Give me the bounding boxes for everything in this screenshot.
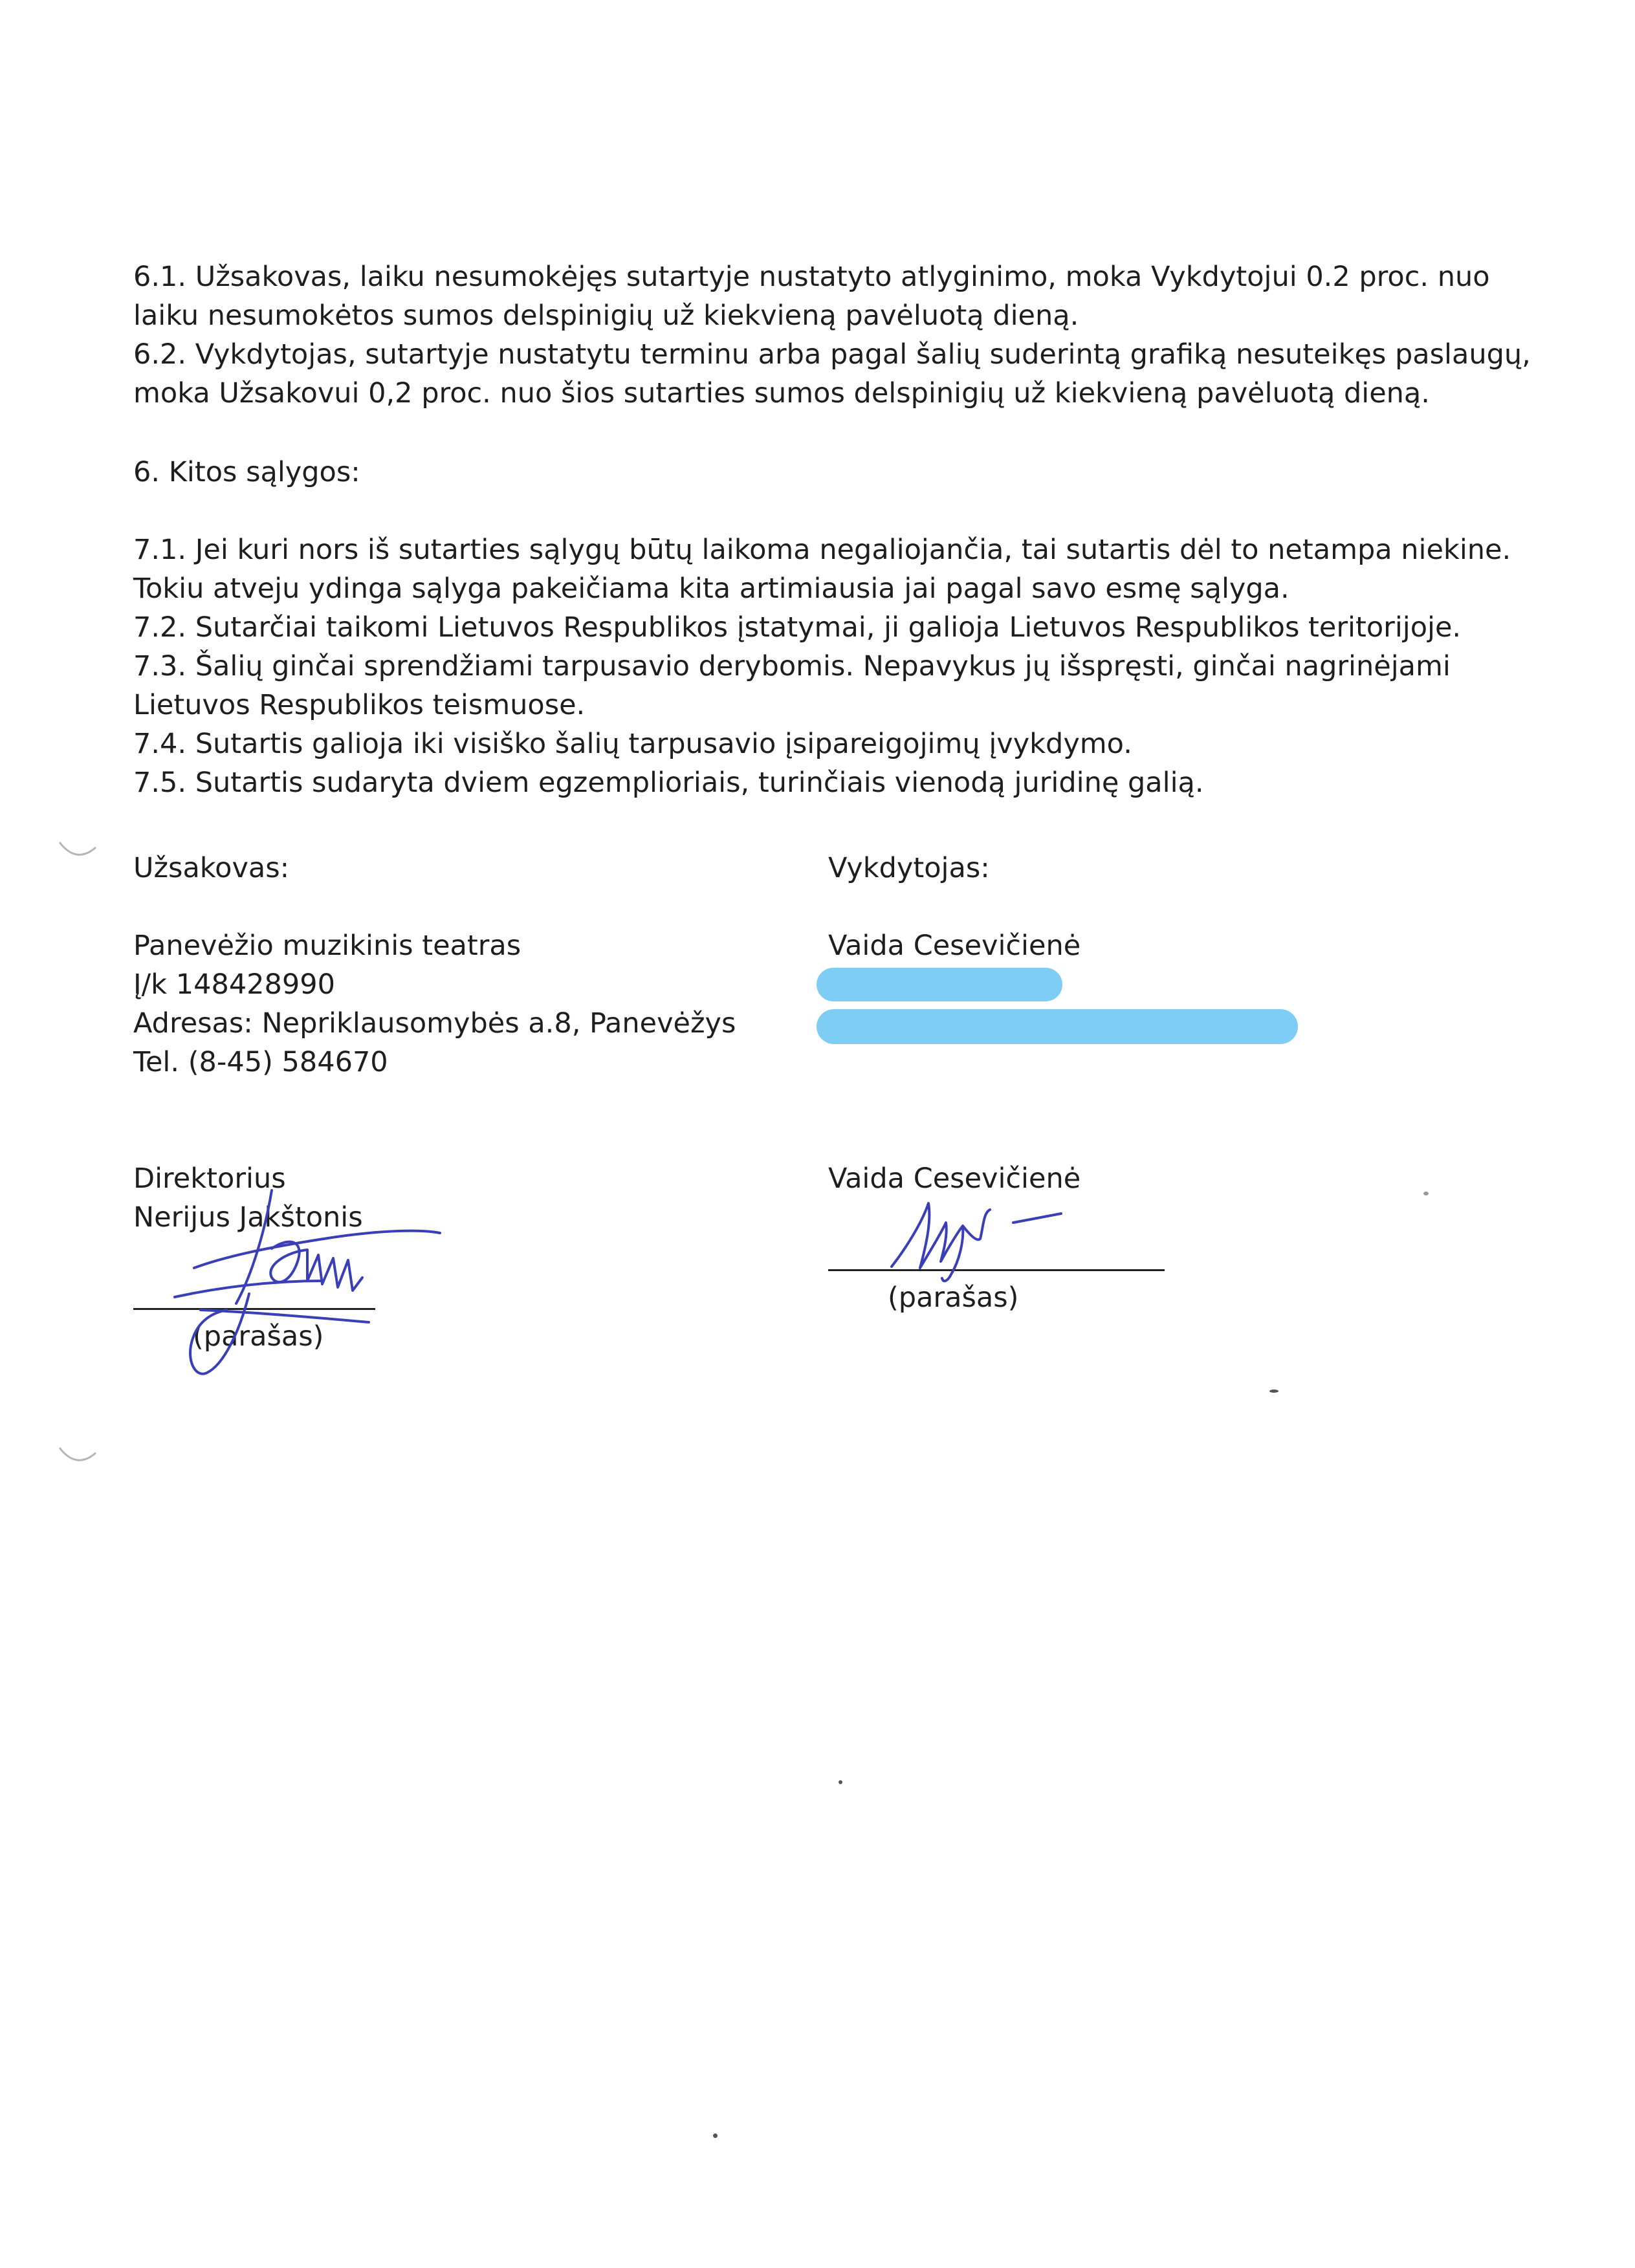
clause-7-5: 7.5. Sutartis sudaryta dviem egzemplioriais, turinčiais vienodą juridinę galią. (133, 767, 1204, 799)
clause-6-2-line-1: 6.2. Vykdytojas, sutartyje nustatytu terminu arba pagal šalių suderintą grafiką nesuteikęs paslaugų, (133, 338, 1531, 371)
contractor-signature-icon (886, 1197, 1081, 1287)
customer-phone: Tel. (8-45) 584670 (133, 1046, 388, 1078)
clause-7-2: 7.2. Sutarčiai taikomi Lietuvos Respublikos įstatymai, ji galioja Lietuvos Respublikos teritorijoje. (133, 611, 1462, 644)
customer-sign-label: (parašas) (193, 1320, 324, 1353)
clause-7-1-line-2: Tokiu atveju ydinga sąlyga pakeičiama kita artimiausia jai pagal savo esmę sąlyga. (133, 572, 1289, 605)
clause-6-2-line-2: moka Užsakovui 0,2 proc. nuo šios sutarties sumos delspinigių už kiekvieną pavėluotą dieną. (133, 377, 1430, 409)
clause-7-1-line-1: 7.1. Jei kuri nors iš sutarties sąlygų būtų laikoma negaliojančia, tai sutartis dėl to netampa niekine. (133, 534, 1511, 566)
customer-address: Adresas: Nepriklausomybės a.8, Panevėžys (133, 1007, 736, 1040)
customer-sign-title: Direktorius (133, 1162, 286, 1195)
clause-7-3-line-2: Lietuvos Respublikos teismuose. (133, 689, 586, 721)
contractor-sign-label: (parašas) (888, 1281, 1019, 1314)
clause-6-1-line-1: 6.1. Užsakovas, laiku nesumokėjęs sutartyje nustatyto atlyginimo, moka Vykdytojui 0.2 proc. nuo (133, 261, 1490, 293)
contractor-sign-name: Vaida Cesevičienė (828, 1162, 1081, 1195)
punch-hole-mark (57, 838, 98, 864)
contractor-heading: Vykdytojas: (828, 852, 990, 884)
customer-signature-icon (175, 1190, 446, 1378)
contractor-name: Vaida Cesevičienė (828, 930, 1081, 962)
clause-7-3-line-1: 7.3. Šalių ginčai sprendžiami tarpusavio derybomis. Nepavykus jų išspręsti, ginčai nagrinėjami (133, 650, 1451, 682)
customer-sign-name: Nerijus Jakštonis (133, 1201, 363, 1234)
scan-speck (839, 1780, 842, 1784)
customer-heading: Užsakovas: (133, 852, 290, 884)
scan-speck (713, 2133, 718, 2138)
redaction-bar (817, 968, 1062, 1001)
clause-6-1-line-2: laiku nesumokėtos sumos delspinigių už kiekvieną pavėluotą dieną. (133, 300, 1079, 332)
punch-hole-mark (57, 1444, 98, 1470)
clause-7-4: 7.4. Sutartis galioja iki visiško šalių tarpusavio įsipareigojimų įvykdymo. (133, 728, 1132, 760)
section-heading: 6. Kitos sąlygos: (133, 456, 360, 488)
customer-name: Panevėžio muzikinis teatras (133, 930, 521, 962)
redaction-bar (817, 1009, 1298, 1044)
customer-code: Į/k 148428990 (133, 968, 335, 1001)
scan-speck (1269, 1390, 1278, 1393)
scan-speck (1423, 1192, 1429, 1195)
